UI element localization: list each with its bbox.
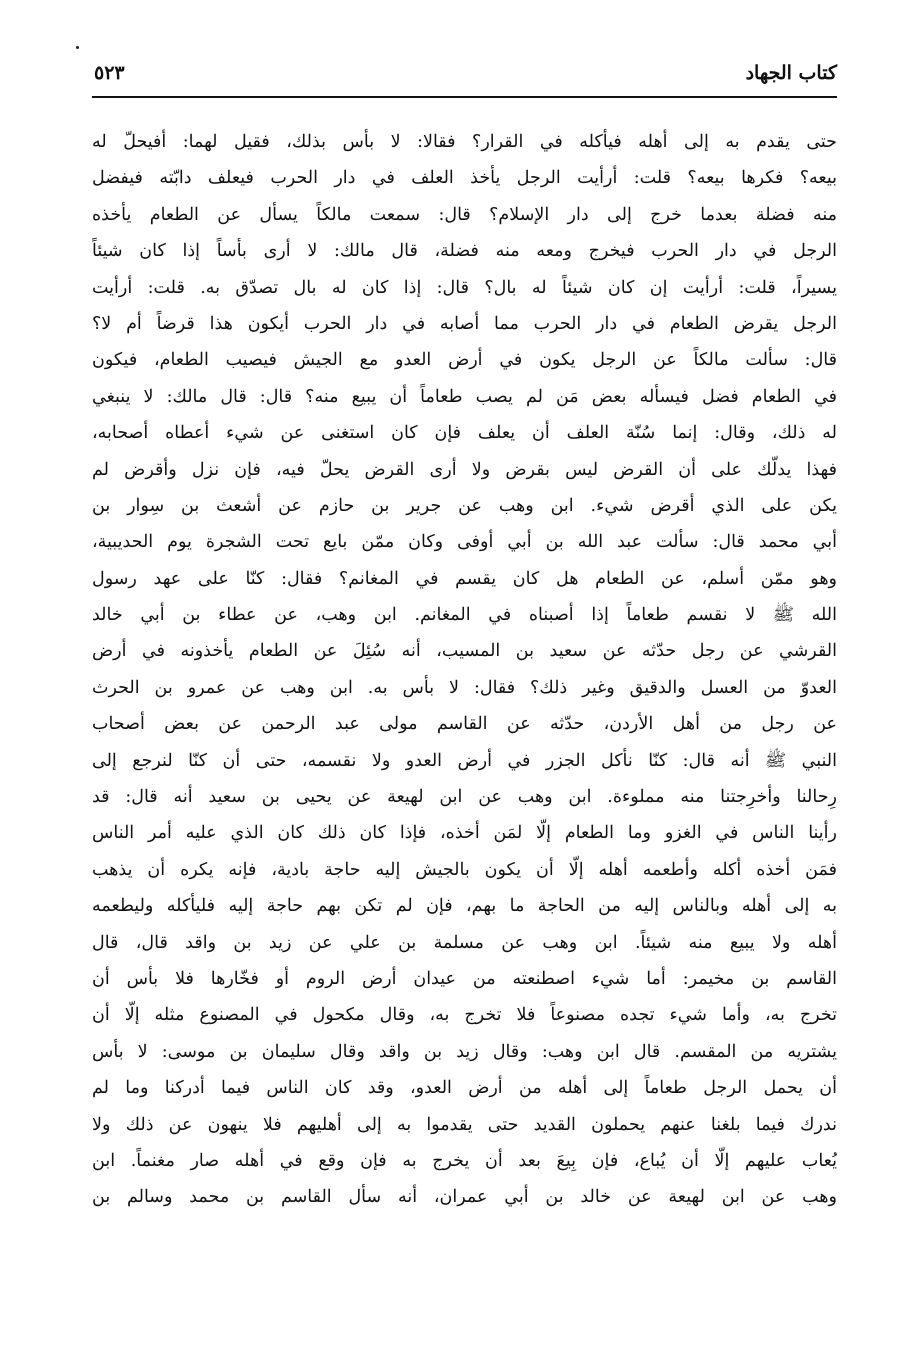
text-line: الله ﷺ لا نقسم طعاماً إذا أصبناه في المغانم. ابن وهب، عن عطاء بن أبي خالد [92, 605, 837, 626]
text-line: يسيراً، قلت: أرأيت إن كان شيئاً له بال؟ قال: إذا كان له بال تصدّق به. قلت: أرأيت [92, 277, 837, 298]
text-line: بيعه؟ فكرها بيعه؟ قلت: أرأيت الرجل يأخذ العلف في دار الحرب فيعلف دابّته فيفضل [92, 168, 837, 189]
text-line: القرشي عن رجل حدّثه عن سعيد بن المسيب، أنه سُئِلَ عن الطعام يأخذونه في أرض [92, 641, 837, 662]
text-line: الرجل في دار الحرب فيخرج ومعه منه فضلة، قال مالك: لا أرى بأساً إذا كان شيئاً [92, 241, 837, 262]
text-line: منه فضلة بعدما خرج إلى دار الإسلام؟ قال: سمعت مالكاً يسأل عن الطعام يأخذه [92, 204, 837, 225]
running-title: كتاب الجهاد [745, 62, 837, 84]
text-line: أبي محمد قال: سألت عبد الله بن أبي أوفى وكان ممّن بايع تحت الشجرة يوم الحديبية، [92, 532, 837, 553]
text-line: العدوّ من العسل والدقيق وغير ذلك؟ فقال: لا بأس به. ابن وهب عن عمرو بن الحرث [92, 677, 837, 698]
text-line: ندرك فيما بلغنا عنهم يحملون القديد حتى يقدموا به إلى أهليهم فلا ينهون عن ذلك ولا [92, 1114, 837, 1135]
text-line: في الطعام فضل فيسأله بعض مَن لم يصب طعاماً أن يبيع منه؟ قال: قال مالك: لا ينبغي [92, 386, 837, 407]
text-line: يُعاب عليهم إلّا أن يُباع، فإن بِيعَ بعد أن يخرج به فإن وقع في أهله صار مغنماً. ابن [92, 1150, 837, 1171]
page-speck [76, 46, 79, 49]
text-line: فهذا يدلّك على أن القرض ليس بقرض ولا أرى القرض يحلّ فيه، فإن نزل وأقرض لم [92, 459, 837, 480]
text-line: أهله ولا يبيع منه شيئاً. ابن وهب عن مسلمة بن علي عن زيد بن واقد قال، قال [92, 932, 837, 953]
text-line: عن رجل من أهل الأردن، حدّثه عن القاسم مولى عبد الرحمن عن بعض أصحاب [92, 714, 837, 735]
text-line: حتى يقدم به إلى أهله فيأكله في القرار؟ فقالا: لا بأس بذلك، فقيل لهما: أفيحلّ له [92, 132, 837, 152]
page-number: ٥٢٣ [94, 62, 125, 84]
text-line: القاسم بن مخيمر: أما شيء اصطنعته من عيدان أرض الروم أو فخّارها فلا بأس أن [92, 968, 837, 989]
page-header [92, 58, 837, 98]
text-line: تخرج به، وأما شيء تجده مصنوعاً فلا تخرج به، وقال مكحول في المصنوع مثله إلّا أن [92, 1005, 837, 1026]
text-line: به إلى أهله وبالناس إليه من الحاجة ما بهم، فإن لم تكن بهم حاجة إليه فليأكله وليطعمه [92, 896, 837, 917]
text-line: فمَن أخذه أكله وأطعمه أهله إلّا أن يكون بالجيش إليه حاجة بادية، فإنه يكره أن يذهب [92, 859, 837, 880]
text-line: رأينا الناس في الغزو وما الطعام إلّا لمَن أخذه، فإذا كان ذلك كان الذي عليه أمر الناس [92, 823, 837, 844]
text-line: الرجل يقرض الطعام في دار الحرب مما أصابه في دار الحرب أيكون هذا قرضاً أم لا؟ [92, 313, 837, 334]
text-line: رِحالنا وأخرِجتنا منه مملوءة. ابن وهب عن ابن لهيعة عن يحيى بن سعيد أنه قال: قد [92, 787, 837, 808]
text-line: وهب عن ابن لهيعة عن خالد بن أبي عمران، أنه سأل القاسم بن محمد وسالم بن [92, 1187, 837, 1208]
text-line: له ذلك، وقال: إنما سُنّة العلف أن يعلف فإن كان استغنى عن شيء أعطاه أصحابه، [92, 423, 837, 444]
text-line: يكن على الذي أقرض شيء. ابن وهب عن جرير بن حازم عن أشعث بن سِوار بن [92, 495, 837, 516]
text-line: يشتريه من المقسم. قال ابن وهب: وقال زيد بن واقد وقال سليمان بن موسى: لا بأس [92, 1041, 837, 1062]
text-line: قال: سألت مالكاً عن الرجل يكون في أرض العدو مع الجيش فيصيب الطعام، فيكون [92, 350, 837, 371]
body-text [92, 124, 837, 1216]
text-line: النبي ﷺ أنه قال: كنّا نأكل الجزر في أرض العدو ولا نقسمه، حتى أن كنّا لنرجع إلى [92, 750, 837, 771]
text-line: أن يحمل الرجل طعاماً إلى أهله من أرض العدو، وقد كان الناس فيما أدركنا وما لم [92, 1078, 837, 1099]
text-line: وهو ممّن أسلم، عن الطعام هل كان يقسم في المغانم؟ فقال: كنّا على عهد رسول [92, 568, 837, 589]
